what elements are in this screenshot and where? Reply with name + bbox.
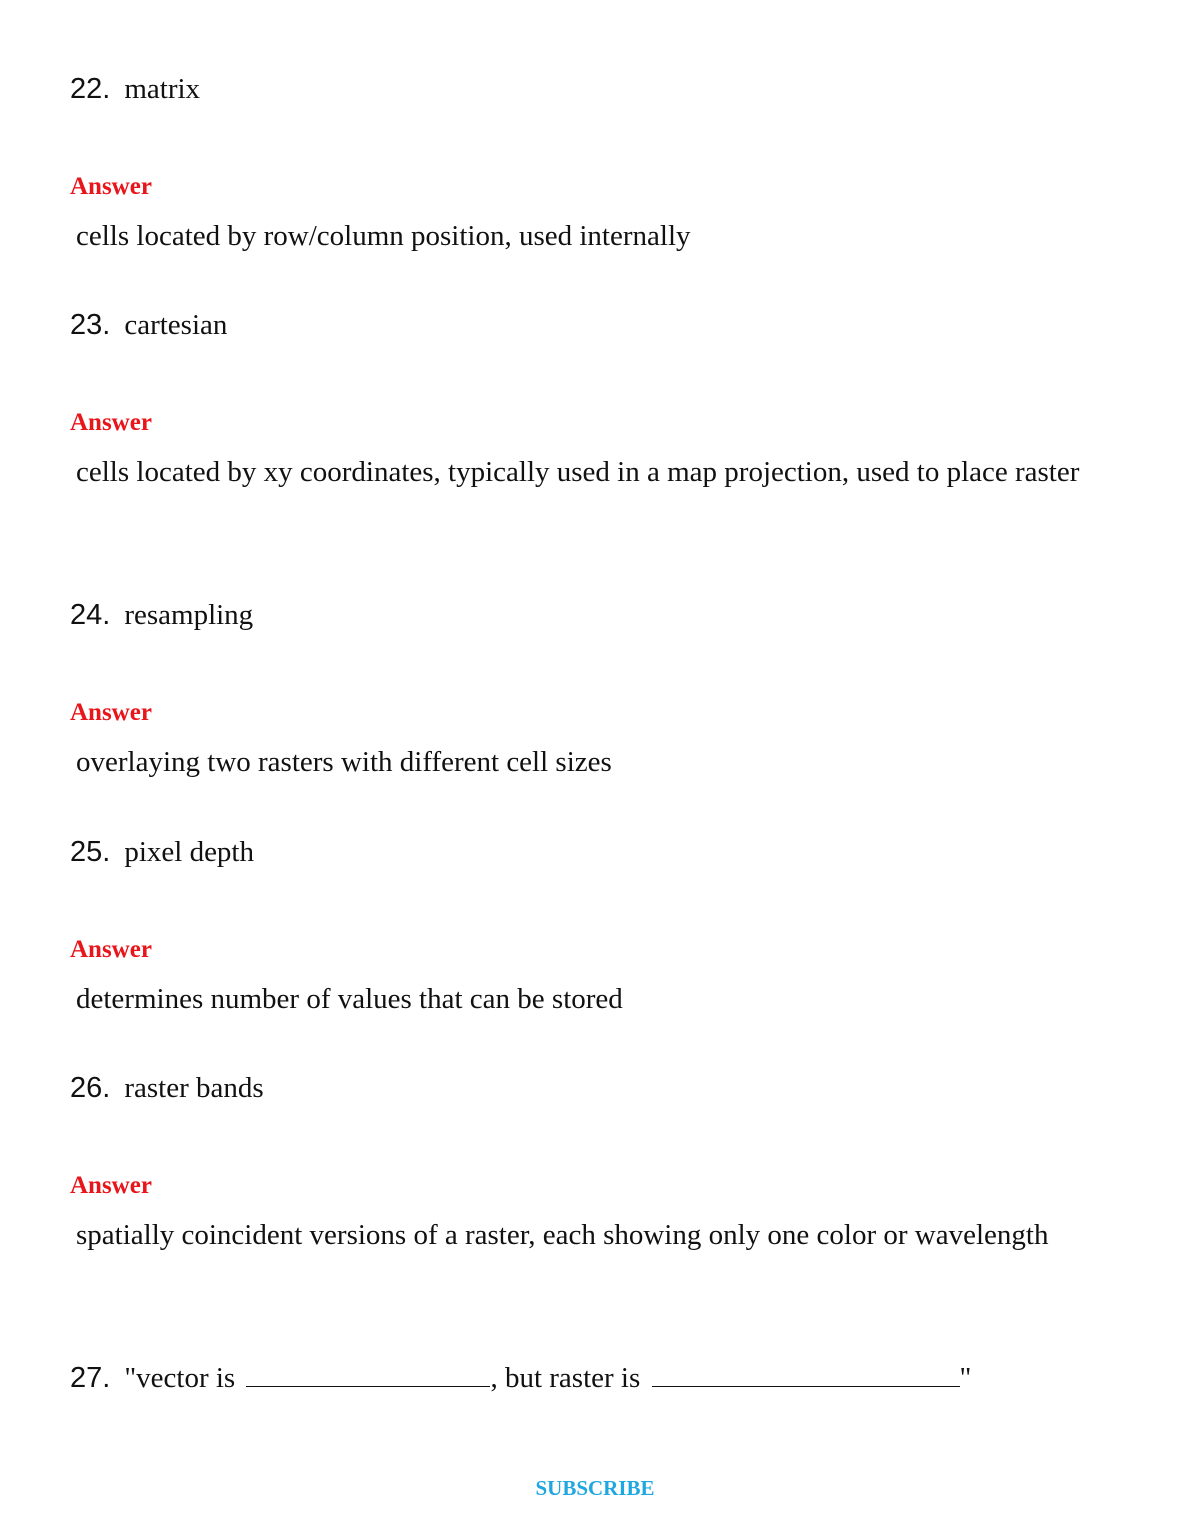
question-term: raster bands (124, 1072, 264, 1104)
question-term: pixel depth (124, 836, 254, 868)
question-26 (70, 1070, 264, 1106)
question-number: 23. (70, 309, 111, 341)
answer-label: Answer (70, 409, 152, 436)
question-term: matrix (124, 73, 201, 105)
question-24 (70, 597, 253, 633)
question-term: resampling (124, 599, 254, 631)
question-22 (70, 71, 200, 107)
question-term: cartesian (124, 309, 228, 341)
question-number: 22. (70, 73, 111, 105)
answer-label: Answer (70, 699, 152, 726)
answer-text: determines number of values that can be stored (76, 983, 623, 1015)
question-number: 24. (70, 599, 111, 631)
answer-label: Answer (70, 1172, 152, 1199)
fill-in-blank[interactable] (652, 1362, 960, 1387)
fill-in-blank[interactable] (246, 1362, 490, 1387)
answer-label: Answer (70, 936, 152, 963)
question-text-part1: "vector is (124, 1362, 236, 1394)
answer-text: spatially coincident versions of a raster, each showing only one color or wavelength (76, 1219, 1049, 1251)
question-text-part3: " (959, 1362, 972, 1394)
question-number: 25. (70, 836, 111, 868)
answer-text: overlaying two rasters with different cell sizes (76, 746, 612, 778)
subscribe-link[interactable]: SUBSCRIBE (535, 1476, 655, 1500)
question-number: 27. (70, 1362, 111, 1394)
question-27 (70, 1360, 971, 1396)
question-text-part2: , but raster is (490, 1362, 641, 1394)
answer-text: cells located by xy coordinates, typically used in a map projection, used to place raster (76, 456, 1080, 488)
question-25 (70, 834, 254, 870)
answer-text: cells located by row/column position, used internally (76, 220, 691, 252)
question-23 (70, 307, 227, 343)
answer-label: Answer (70, 173, 152, 200)
question-number: 26. (70, 1072, 111, 1104)
